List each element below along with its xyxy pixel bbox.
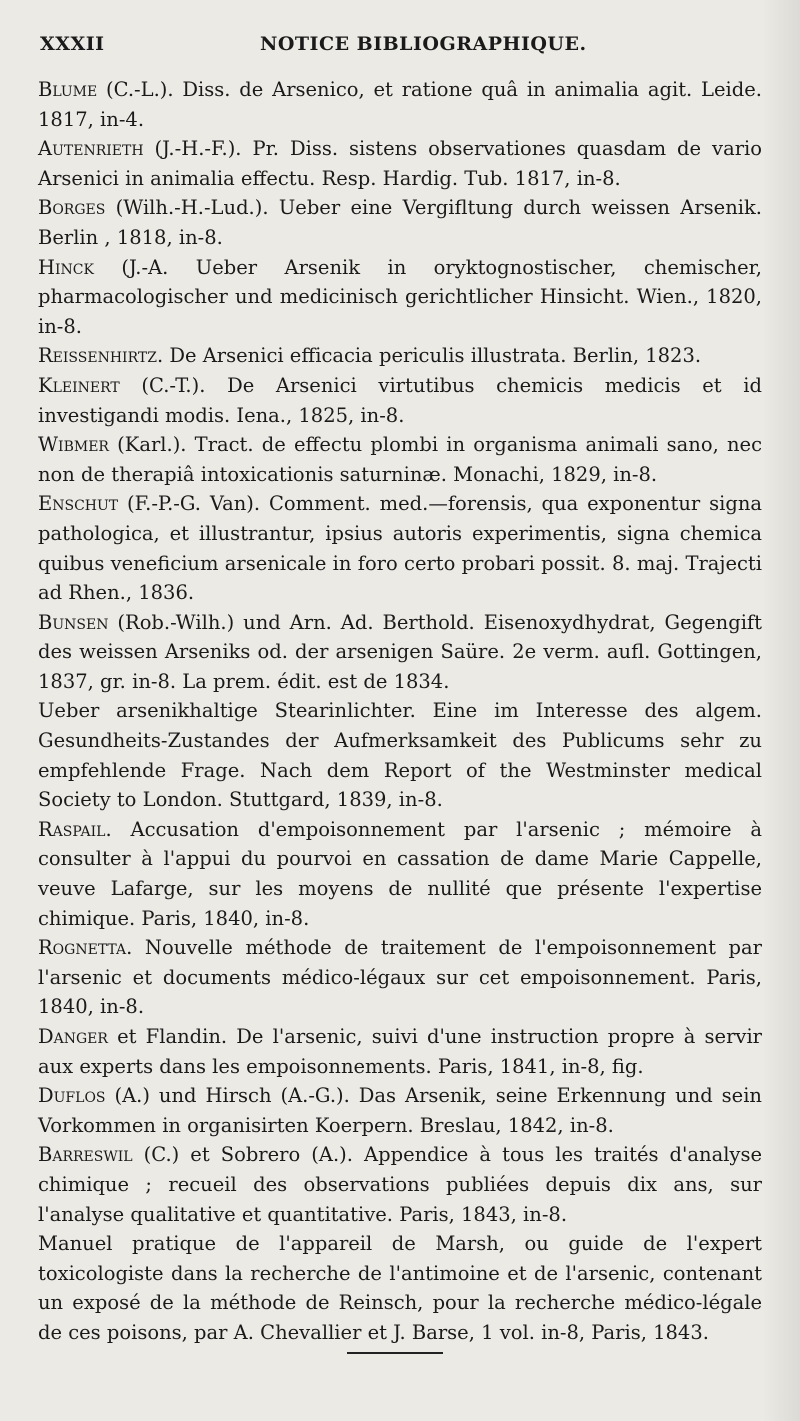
entry-text: (Wilh.-H.-Lud.). Ueber eine Vergifltung durch weissen Arsenik. Berlin , 1818, in-8. [38, 196, 762, 249]
entry-text: (Karl.). Tract. de effectu plombi in organisma animali sano, nec non de therapiâ intoxicationis saturninæ. Monachi, 1829, in-8. [38, 433, 762, 486]
entry-author: Duflos [38, 1084, 106, 1108]
bibliography-entry [38, 1022, 762, 1081]
bibliography-entry [38, 253, 762, 342]
bibliography-entry [38, 696, 762, 814]
entry-text: (J.-H.-F.). Pr. Diss. sistens observationes quasdam de vario Arsenici in animalia effectu. Resp. Hardig. Tub. 1817, in-8. [38, 137, 762, 190]
running-title: NOTICE BIBLIOGRAPHIQUE. [260, 33, 587, 55]
bibliography-entry [38, 489, 762, 607]
bibliography-entry [38, 371, 762, 430]
entry-author: Kleinert [38, 373, 120, 397]
entry-author: Rognetta [38, 936, 127, 960]
entry-author: Autenrieth [38, 137, 144, 161]
bibliography-entry [38, 1140, 762, 1229]
bibliography-entry [38, 815, 762, 933]
bibliography-list [38, 75, 762, 1348]
entry-text: (C.-T.). De Arsenici virtutibus chemicis medicis et id investigandi modis. Iena., 1825, in-8. [38, 373, 762, 427]
page-header [40, 33, 760, 63]
entry-author: Borges [38, 196, 106, 220]
entry-text: et Flandin. De l'arsenic, suivi d'une instruction propre à servir aux experts dans les empoisonnements. Paris, 1841, in-8, fig. [38, 1025, 762, 1078]
bibliography-entry [38, 1081, 762, 1140]
entry-text: . De Arsenici efficacia periculis illustrata. Berlin, 1823. [156, 344, 702, 368]
entry-author: Bunsen [38, 610, 109, 634]
entry-text: (C.) et Sobrero (A.). Appendice à tous les traités d'analyse chimique ; recueil des observations publiées depuis dix ans, sur l'analyse qualitative et quantitative. Paris, 1843, in-8. [38, 1143, 762, 1226]
bibliography-entry [38, 193, 762, 252]
entry-author: Hinck [38, 255, 94, 279]
closing-rule [347, 1352, 443, 1354]
bibliography-entry [38, 341, 762, 371]
entry-text: (C.-L.). Diss. de Arsenico, et ratione quâ in animalia agit. Leide. 1817, in-4. [38, 78, 762, 131]
bibliography-entry [38, 134, 762, 193]
entry-author: Blume [38, 78, 98, 101]
entry-author: Wibmer [38, 433, 109, 457]
entry-text: (A.) und Hirsch (A.-G.). Das Arsenik, seine Erkennung und sein Vorkommen in organisirten Koerpern. Breslau, 1842, in-8. [38, 1084, 762, 1137]
page-edge-shadow [762, 0, 800, 1421]
bibliography-entry [38, 75, 762, 134]
entry-text: Manuel pratique de l'appareil de Marsh, ou guide de l'expert toxicologiste dans la recherche de l'antimoine et de l'arsenic, contenant un exposé de la méthode de Reinsch, pour la recherche médico-légale de ces poisons, par A. Chevallier et J. Barse, 1 vol. in-8, Paris, 1843. [38, 1232, 762, 1344]
entry-author: Reissenhirtz [38, 344, 157, 368]
entry-author: Danger [38, 1025, 108, 1048]
entry-text: . Accusation d'empoisonnement par l'arsenic ; mémoire à consulter à l'appui du pourvoi en cassation de dame Marie Cappelle, veuve Lafarge, sur les moyens de nullité que présente l'expertise chimique. Paris, 1840, in-8. [38, 817, 762, 930]
entry-author: Raspail [38, 817, 106, 841]
entry-text: Ueber arsenikhaltige Stearinlichter. Eine im Interesse des algem. Gesundheits-Zustandes der Aufmerksamkeit des Publicums sehr zu empfehlende Frage. Nach dem Report of the Westminster medical Society to London. Stuttgard, 1839, in-8. [38, 699, 762, 812]
entry-author: Enschut [38, 492, 119, 516]
bibliography-entry [38, 608, 762, 697]
page-number: XXXII [40, 33, 105, 55]
entry-text: . Nouvelle méthode de traitement de l'empoisonnement par l'arsenic et documents médico-légaux sur cet empoisonnement. Paris, 1840, in-8. [38, 936, 762, 1019]
entry-author: Barreswil [38, 1143, 133, 1167]
bibliography-entry [38, 1229, 762, 1347]
entry-text: (F.-P.-G. Van). Comment. med.—forensis, qua exponentur signa pathologica, et illustrantur, ipsius autoris experimentis, signa chemica quibus veneficium arsenicale in foro certo probari possit. 8. maj. Trajecti ad Rhen., 1836. [38, 492, 762, 605]
entry-text: (J.-A. Ueber Arsenik in oryktognostischer, chemischer, pharmacologischer und medicinisch gerichtlicher Hinsicht. Wien., 1820, in-8. [38, 255, 762, 338]
bibliography-entry [38, 933, 762, 1022]
bibliography-entry [38, 430, 762, 489]
entry-text: (Rob.-Wilh.) und Arn. Ad. Berthold. Eisenoxydhydrat, Gegengift des weissen Arseniks od. der arsenigen Saüre. 2e verm. aufl. Gottingen, 1837, gr. in-8. La prem. édit. est de 1834. [38, 610, 762, 693]
